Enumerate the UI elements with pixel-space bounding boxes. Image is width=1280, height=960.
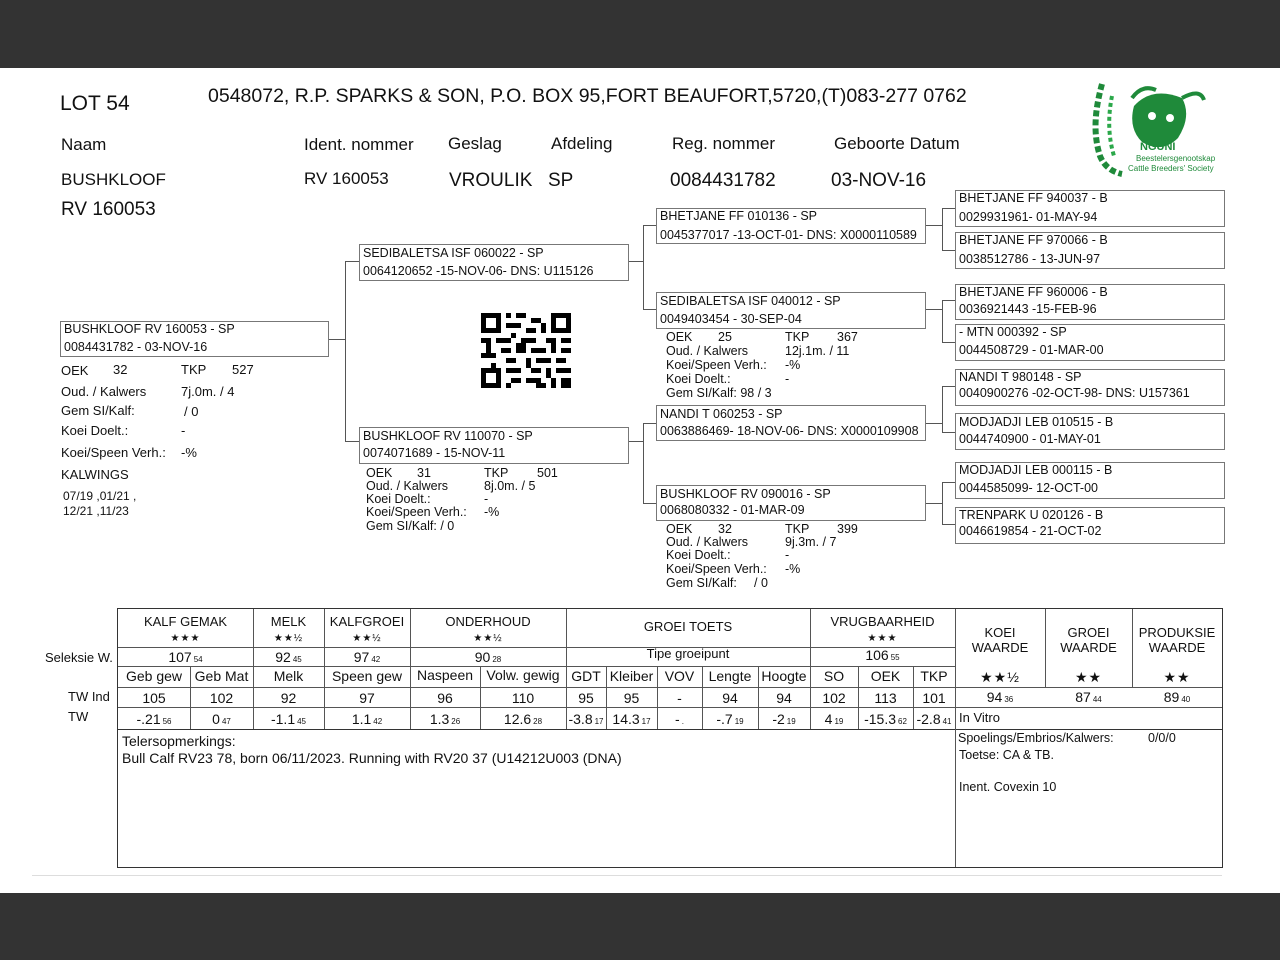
dam-gem: Gem SI/Kalf: / 0 xyxy=(366,519,455,533)
g3-reg: 0038512786 - 13-JUN-97 xyxy=(959,252,1101,266)
twind-cell: - xyxy=(677,690,682,706)
sd-gem: Gem SI/Kalf: 98 / 3 xyxy=(666,386,772,400)
twind-cell: 102 xyxy=(822,690,846,706)
dd-koei-label: Koei Doelt.: xyxy=(666,548,731,562)
dam-speen-label: Koei/Speen Verh.: xyxy=(366,505,467,519)
waarde-produksie-tw: 89 40 xyxy=(1163,689,1191,705)
sel-onderhoud: 90 28 xyxy=(474,649,502,665)
dam-koei: - xyxy=(484,492,489,506)
twind-cell: 113 xyxy=(874,690,897,706)
sd-koei: - xyxy=(785,372,790,386)
lot-number: LOT 54 xyxy=(60,92,130,115)
g3-name: BHETJANE FF 940037 - B xyxy=(959,191,1108,205)
col-header: Hoogte xyxy=(761,668,807,684)
col-header: GDT xyxy=(571,668,601,684)
col-header: OEK xyxy=(870,668,901,684)
logo-line1: Beestelersgenootskap xyxy=(1136,154,1216,163)
connector xyxy=(926,423,942,424)
dam-tkp: 501 xyxy=(537,466,558,480)
subject-reg: 0084431782 - 03-NOV-16 xyxy=(64,340,208,354)
toetse: Toetse: CA & TB. xyxy=(959,748,1054,762)
table-gridline xyxy=(118,687,1222,688)
tw-cell: - . xyxy=(675,711,684,727)
connector xyxy=(942,482,956,483)
pedigree-g3 xyxy=(955,462,1225,499)
col-header: Kleiber xyxy=(609,668,654,684)
twind-cell: 110 xyxy=(511,690,535,706)
dd-reg: 0068080332 - 01-MAR-09 xyxy=(660,503,805,517)
connector xyxy=(643,309,657,310)
sd-reg: 0049403454 - 30-SEP-04 xyxy=(660,312,802,326)
dd-oud: 9j.3m. / 7 xyxy=(785,535,837,549)
connector xyxy=(942,342,956,343)
connector xyxy=(942,208,943,250)
connector xyxy=(643,225,644,309)
g3-name: - MTN 000392 - SP xyxy=(959,325,1067,339)
connector xyxy=(345,261,360,262)
dd-gem: / 0 xyxy=(754,576,768,590)
label-geboorte: Geboorte Datum xyxy=(834,134,960,153)
connector xyxy=(942,300,943,342)
dam-speen: -% xyxy=(484,505,500,519)
g3-reg: 0029931961- 01-MAY-94 xyxy=(959,210,1098,224)
logo-name: NGUNI xyxy=(1140,141,1176,153)
bottom-dark-bar xyxy=(0,893,1280,960)
table-gridline xyxy=(118,707,1222,708)
waarde-produksie: PRODUKSIE WAARDE xyxy=(1138,625,1216,655)
pedigree-subject xyxy=(60,321,329,357)
col-header: TKP xyxy=(920,668,948,684)
tipe-groeipunt: Tipe groeipunt xyxy=(646,646,730,661)
connector xyxy=(629,441,643,442)
logo-line2: Cattle Breeders' Society xyxy=(1128,164,1214,173)
pedigree-dd xyxy=(656,485,926,521)
dd-gem-label: Gem SI/Kalf: xyxy=(666,576,737,590)
subject-oek-label: OEK xyxy=(61,363,89,378)
subject-oud-label: Oud. / Kalwers xyxy=(61,384,147,399)
dam-oud: 8j.0m. / 5 xyxy=(484,479,536,493)
twind-cell: 94 xyxy=(722,690,738,706)
subject-oud: 7j.0m. / 4 xyxy=(181,384,235,399)
connector xyxy=(643,225,657,226)
group-onderhoud: ONDERHOUD ★★½ xyxy=(445,614,531,644)
twind-cell: 92 xyxy=(280,690,297,706)
col-header: Geb gew xyxy=(125,668,183,684)
sel-melk: 92 45 xyxy=(275,649,302,665)
group-kalfgroei: KALFGROEI ★★½ xyxy=(329,614,405,644)
tw-cell: -.21 56 xyxy=(136,711,172,727)
page-divider xyxy=(32,875,1222,876)
breeding-values-table xyxy=(117,608,1223,868)
subject-speen: -% xyxy=(181,445,197,460)
sd-tkp: 367 xyxy=(837,330,858,344)
dd-tkp: 399 xyxy=(837,522,858,536)
col-header: Naspeen xyxy=(416,667,474,683)
dam-oud-label: Oud. / Kalwers xyxy=(366,479,448,493)
group-groei-toets: GROEI TOETS xyxy=(643,619,733,634)
waarde-groei-tw: 87 44 xyxy=(1075,689,1102,705)
connector xyxy=(345,441,360,442)
tw-cell: 1.3 26 xyxy=(429,711,461,727)
table-gridline xyxy=(118,729,1222,730)
sd-speen: -% xyxy=(785,358,801,372)
qr-code-icon xyxy=(481,313,571,388)
pedigree-g3 xyxy=(955,507,1225,544)
dd-oud-label: Oud. / Kalwers xyxy=(666,535,748,549)
kalwings-1: 07/19 ,01/21 , xyxy=(63,489,137,503)
tw-cell: 1.1 42 xyxy=(351,711,383,727)
kalwings-2: 12/21 ,11/23 xyxy=(63,504,129,518)
g3-name: NANDI T 980148 - SP xyxy=(959,370,1082,384)
pedigree-g3 xyxy=(955,232,1225,269)
twind-cell: 95 xyxy=(623,690,640,706)
subject-koei-label: Koei Doelt.: xyxy=(61,423,129,438)
tw-cell: -.7 19 xyxy=(716,711,744,727)
waarde-groei: GROEI WAARDE xyxy=(1060,625,1117,655)
nguni-logo xyxy=(1082,76,1230,180)
label-naam: Naam xyxy=(61,135,107,154)
group-melk: MELK ★★½ xyxy=(270,614,307,644)
tw-cell: -15.3 62 xyxy=(864,711,907,727)
tw-cell: 12.6 28 xyxy=(503,711,543,727)
tw-cell: 4 19 xyxy=(824,711,844,727)
connector xyxy=(345,261,346,441)
dam-tkp-label: TKP xyxy=(484,466,509,480)
g3-reg: 0044585099- 12-OCT-00 xyxy=(959,481,1098,495)
connector xyxy=(329,339,345,340)
g3-reg: 0036921443 -15-FEB-96 xyxy=(959,302,1097,316)
inent: Inent. Covexin 10 xyxy=(959,780,1057,794)
owner-line: 0548072, R.P. SPARKS & SON, P.O. BOX 95,FORT BEAUFORT,5720,(T)083-277 0762 xyxy=(208,85,967,107)
ds-name: NANDI T 060253 - SP xyxy=(660,407,783,421)
tw-cell: -1.1 45 xyxy=(270,711,307,727)
dam-reg: 0074071689 - 15-NOV-11 xyxy=(363,446,506,460)
pedigree-g3 xyxy=(955,190,1225,227)
subject-oek: 32 xyxy=(113,362,128,377)
connector xyxy=(926,503,942,504)
connector xyxy=(643,423,644,503)
twind-cell: 97 xyxy=(359,690,375,706)
dd-oek-label: OEK xyxy=(666,522,693,536)
connector xyxy=(643,503,657,504)
dd-speen-label: Koei/Speen Verh.: xyxy=(666,562,767,576)
g3-name: BHETJANE FF 970066 - B xyxy=(959,233,1108,247)
kalwings-label: KALWINGS xyxy=(61,467,129,482)
tw-cell: -3.8 17 xyxy=(568,711,604,727)
col-header: SO xyxy=(823,668,845,684)
spoelings-label: Spoelings/Embrios/Kalwers: xyxy=(958,731,1114,745)
dam-koei-label: Koei Doelt.: xyxy=(366,492,431,506)
subject-tkp-label: TKP xyxy=(181,362,207,377)
connector xyxy=(926,309,942,310)
connector xyxy=(942,432,956,433)
dd-name: BUSHKLOOF RV 090016 - SP xyxy=(660,487,831,501)
subject-tkp: 527 xyxy=(232,362,254,377)
sd-oud: 12j.1m. / 11 xyxy=(785,344,850,358)
connector xyxy=(926,225,942,226)
table-gridline xyxy=(955,729,956,867)
row-label-tw: TW xyxy=(68,709,89,724)
ss-name: BHETJANE FF 010136 - SP xyxy=(660,209,818,223)
g3-name: BHETJANE FF 960006 - B xyxy=(959,285,1108,299)
subject-gem-label: Gem SI/Kalf: xyxy=(61,403,135,418)
g3-reg: 0044508729 - 01-MAR-00 xyxy=(959,343,1104,357)
pedigree-sd xyxy=(656,292,926,329)
top-dark-bar xyxy=(0,0,1280,68)
waarde-produksie-stars: ★★ xyxy=(1163,669,1191,685)
pedigree-g3 xyxy=(955,413,1225,450)
sd-oek-label: OEK xyxy=(666,330,693,344)
twind-cell: 95 xyxy=(578,690,594,706)
tw-cell: -2 19 xyxy=(772,711,796,727)
subject-koei: - xyxy=(181,423,186,438)
twind-cell: 102 xyxy=(209,690,234,706)
tw-cell: -2.8 41 xyxy=(916,711,952,727)
tw-cell: 14.3 17 xyxy=(612,711,651,727)
sel-vrugbaarheid: 106 55 xyxy=(865,647,900,663)
g3-name: MODJADJI LEB 010515 - B xyxy=(959,415,1114,429)
waarde-groei-stars: ★★ xyxy=(1074,669,1103,685)
ds-reg: 0063886469- 18-NOV-06- DNS: X0000109908 xyxy=(660,424,919,438)
twind-cell: 96 xyxy=(437,690,453,706)
remarks-text: Bull Calf RV23 78, born 06/11/2023. Running with RV20 37 (U14212U003 (DNA) xyxy=(122,750,622,766)
connector xyxy=(942,524,956,525)
connector xyxy=(942,482,943,524)
connector xyxy=(942,386,943,432)
waarde-koei: KOEI WAARDE xyxy=(971,625,1029,655)
subject-gem: / 0 xyxy=(184,404,199,419)
dd-koei: - xyxy=(785,548,790,562)
dd-speen: -% xyxy=(785,562,801,576)
animal-ident: RV 160053 xyxy=(304,169,389,188)
pedigree-g3 xyxy=(955,284,1225,320)
dd-tkp-label: TKP xyxy=(785,522,810,536)
group-kalf-gemak: KALF GEMAK ★★★ xyxy=(143,614,228,644)
col-header: VOV xyxy=(664,668,695,684)
dam-oek: 31 xyxy=(417,466,431,480)
waarde-koei-tw: 94 36 xyxy=(986,689,1014,705)
row-label-seleksie: Seleksie W. xyxy=(45,650,113,665)
pedigree-ss xyxy=(656,208,926,244)
subject-name: BUSHKLOOF RV 160053 - SP xyxy=(64,322,235,336)
g3-name: MODJADJI LEB 000115 - B xyxy=(959,463,1113,477)
col-header: Geb Mat xyxy=(194,668,249,684)
dam-oek-label: OEK xyxy=(366,466,393,480)
spoelings-value: 0/0/0 xyxy=(1148,731,1176,745)
pedigree-g3 xyxy=(955,324,1225,361)
animal-naam: BUSHKLOOF xyxy=(61,170,166,189)
connector xyxy=(629,261,643,262)
sd-speen-label: Koei/Speen Verh.: xyxy=(666,358,767,372)
col-header: Volw. gewig xyxy=(486,667,560,683)
connector xyxy=(942,250,956,251)
g3-reg: 0044740900 - 01-MAY-01 xyxy=(959,432,1101,446)
pedigree-sire xyxy=(359,244,629,281)
sire-reg: 0064120652 -15-NOV-06- DNS: U115126 xyxy=(363,264,594,278)
pedigree-g3 xyxy=(955,369,1225,406)
waarde-koei-stars: ★★½ xyxy=(980,669,1020,685)
sd-oek: 25 xyxy=(718,330,732,344)
g3-reg: 0046619854 - 21-OCT-02 xyxy=(959,524,1102,538)
g3-reg: 0040900276 -02-OCT-98- DNS: U157361 xyxy=(959,386,1190,400)
tw-cell: 0 47 xyxy=(212,711,231,727)
label-geslag: Geslag xyxy=(448,134,502,153)
sd-koei-label: Koei Doelt.: xyxy=(666,372,731,386)
sd-tkp-label: TKP xyxy=(785,330,810,344)
animal-geslag: VROULIK xyxy=(449,170,533,191)
pedigree-dam xyxy=(359,427,629,464)
col-header: Lengte xyxy=(708,668,752,684)
sel-kalf-gemak: 107 54 xyxy=(168,649,203,665)
label-afdeling: Afdeling xyxy=(551,134,613,153)
animal-reg: 0084431782 xyxy=(670,170,776,191)
ss-reg: 0045377017 -13-OCT-01- DNS: X0000110589 xyxy=(660,228,917,242)
label-ident: Ident. nommer xyxy=(304,135,414,154)
sel-kalfgroei: 97 42 xyxy=(353,649,381,665)
connector xyxy=(942,300,956,301)
in-vitro: In Vitro xyxy=(959,710,1000,725)
animal-big-id: RV 160053 xyxy=(61,199,156,220)
connector xyxy=(942,386,956,387)
label-reg: Reg. nommer xyxy=(672,134,775,153)
connector xyxy=(643,423,657,424)
sire-name: SEDIBALETSA ISF 060022 - SP xyxy=(363,246,544,260)
sd-oud-label: Oud. / Kalwers xyxy=(666,344,748,358)
twind-cell: 94 xyxy=(776,690,792,706)
g3-name: TRENPARK U 020126 - B xyxy=(959,508,1104,522)
row-label-twind: TW Ind xyxy=(68,689,110,704)
subject-speen-label: Koei/Speen Verh.: xyxy=(61,445,166,460)
remarks-label: Telersopmerkings: xyxy=(122,733,236,749)
animal-geboorte: 03-NOV-16 xyxy=(831,170,927,191)
col-header: Melk xyxy=(273,668,304,684)
connector xyxy=(942,208,956,209)
animal-afdeling: SP xyxy=(548,170,574,191)
dam-name: BUSHKLOOF RV 110070 - SP xyxy=(363,429,533,443)
twind-cell: 101 xyxy=(922,690,946,706)
twind-cell: 105 xyxy=(142,690,166,706)
group-vrugbaarheid: VRUGBAARHEID ★★★ xyxy=(830,614,935,644)
sd-name: SEDIBALETSA ISF 040012 - SP xyxy=(660,294,841,308)
dd-oek: 32 xyxy=(718,522,732,536)
col-header: Speen gew xyxy=(331,668,403,684)
pedigree-ds xyxy=(656,405,926,441)
